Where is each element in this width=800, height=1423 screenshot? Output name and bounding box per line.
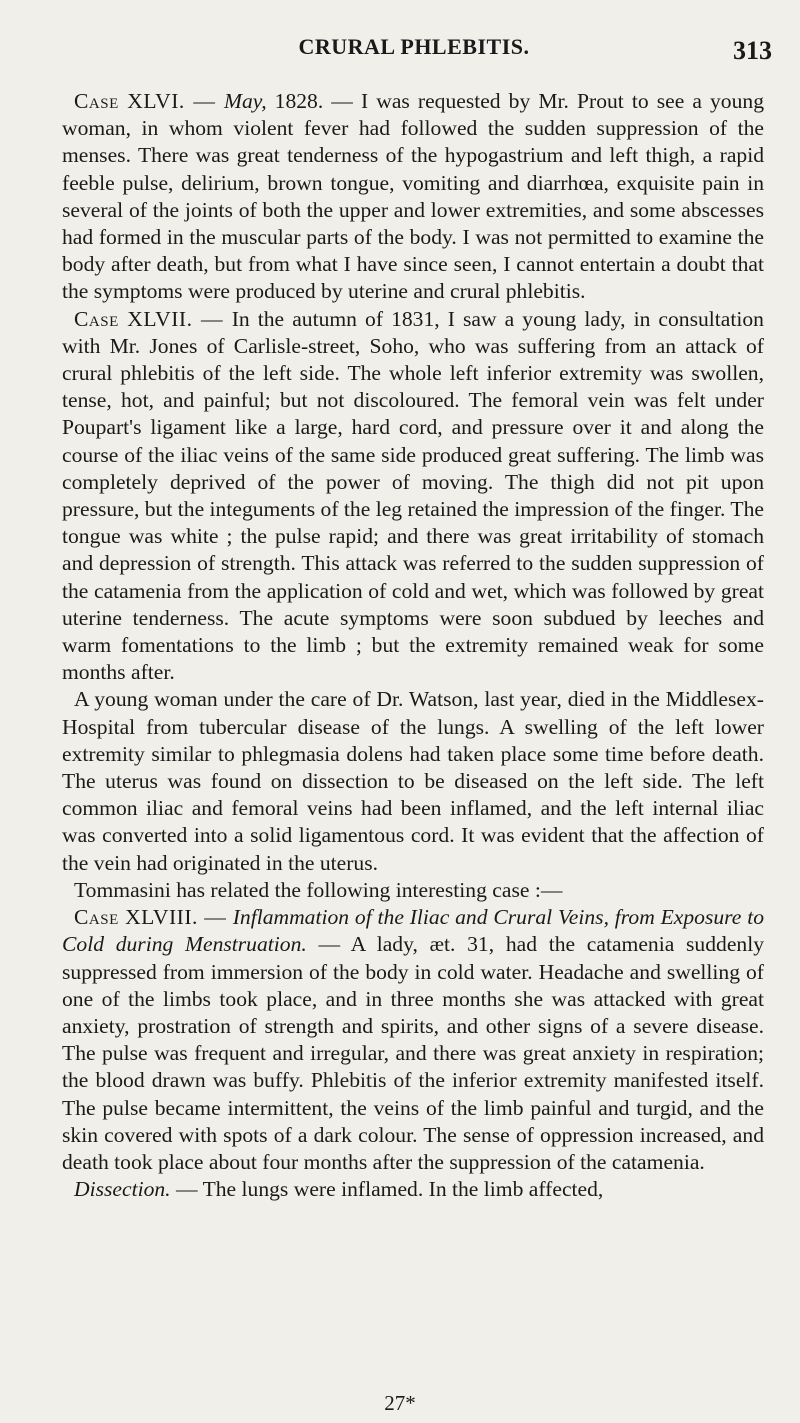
case-date: May, (224, 89, 267, 113)
paragraph-text: — A lady, æt. 31, had the catamenia suddenly suppressed from immersion of the body in cold water. Headache and swelling of one of the limbs took place, and in three months she was attacked with great anxiety, prostration of strength and spirits, and other signs of a severe disease. The pulse was frequent and irregular, and there was great anxiety in respiration; the blood drawn was buffy. Phlebitis of the inferior extremity manifested itself. The pulse became intermittent, the veins of the limb painful and turgid, and the skin covered with spots of a dark colour. The sense of oppression increased, and death took place about four months after the suppression of the catamenia. (62, 932, 764, 1174)
paragraph-text: In the autumn of 1831, I saw a young lady, in consultation with Mr. Jones of Carlisle-street, Soho, who was suffering from an attack of crural phlebitis of the left side. The whole left inferior extremity was swollen, tense, hot, and painful; but not discoloured. The femoral vein was felt under Poupart's ligament like a large, hard cord, and pressure over it and along the course of the iliac veins of the same side produced great suffering. The limb was completely deprived of the power of moving. The thigh did not pit upon pressure, but the integuments of the leg retained the impression of the finger. The tongue was white ; the pulse rapid; and there was great irritability of stomach and depression of strength. This attack was referred to the sudden suppression of the catamenia from the application of cold and wet, which was followed by great uterine tenderness. The acute symptoms were soon subdued by leeches and warm fomentations to the limb ; but the extremity remained weak for some months after. (62, 306, 764, 685)
case-47-paragraph (62, 306, 764, 687)
body-text (62, 88, 764, 1203)
case-48-paragraph (62, 904, 764, 1176)
page-number: 313 (733, 36, 772, 65)
paragraph-text: Tommasini has related the following interesting case :— (74, 877, 563, 902)
signature-mark: 27* (384, 1391, 416, 1415)
watson-case-paragraph (62, 686, 764, 876)
paragraph-text: A young woman under the care of Dr. Watson, last year, died in the Middlesex-Hospital from tubercular disease of the lungs. A swelling of the left lower extremity similar to phlegmasia dolens had taken place some time before death. The uterus was found on dissection to be diseased on the left side. The left common iliac and femoral veins had been inflamed, and the left internal iliac was converted into a solid ligamentous cord. It was evident that the affection of the vein had originated in the uterus. (62, 687, 764, 875)
section-heading: Dissection. (74, 1177, 171, 1202)
case-46-paragraph (62, 88, 764, 306)
case-label: Case XLVII. — (74, 306, 232, 331)
dissection-paragraph (62, 1176, 764, 1203)
tommasini-intro-paragraph (62, 877, 764, 904)
running-head (60, 28, 772, 68)
case-label: Case XLVIII. — (74, 905, 233, 930)
case-heading: Inflammation of the Iliac and Crural Veins, from Exposure to Cold during Menstruation. (62, 905, 764, 957)
paragraph-text: — The lungs were inflamed. In the limb affected, (170, 1177, 604, 1202)
case-label: Case XLVI. — (74, 89, 225, 113)
paragraph-text: 1828. — I was requested by Mr. Prout to see a young woman, in whom violent fever had followed the sudden suppression of the menses. There was great tenderness of the hypogastrium and left thigh, a rapid feeble pulse, delirium, brown tongue, vomiting and diarrhœa, exquisite pain in several of the joints of both the upper and lower extremities, and some abscesses had formed in the muscular parts of the body. I was not permitted to examine the body after death, but from what I have since seen, I cannot entertain a doubt that the symptoms were produced by uterine and crural phlebitis. (62, 89, 764, 304)
running-title: CRURAL PHLEBITIS. (298, 34, 530, 59)
